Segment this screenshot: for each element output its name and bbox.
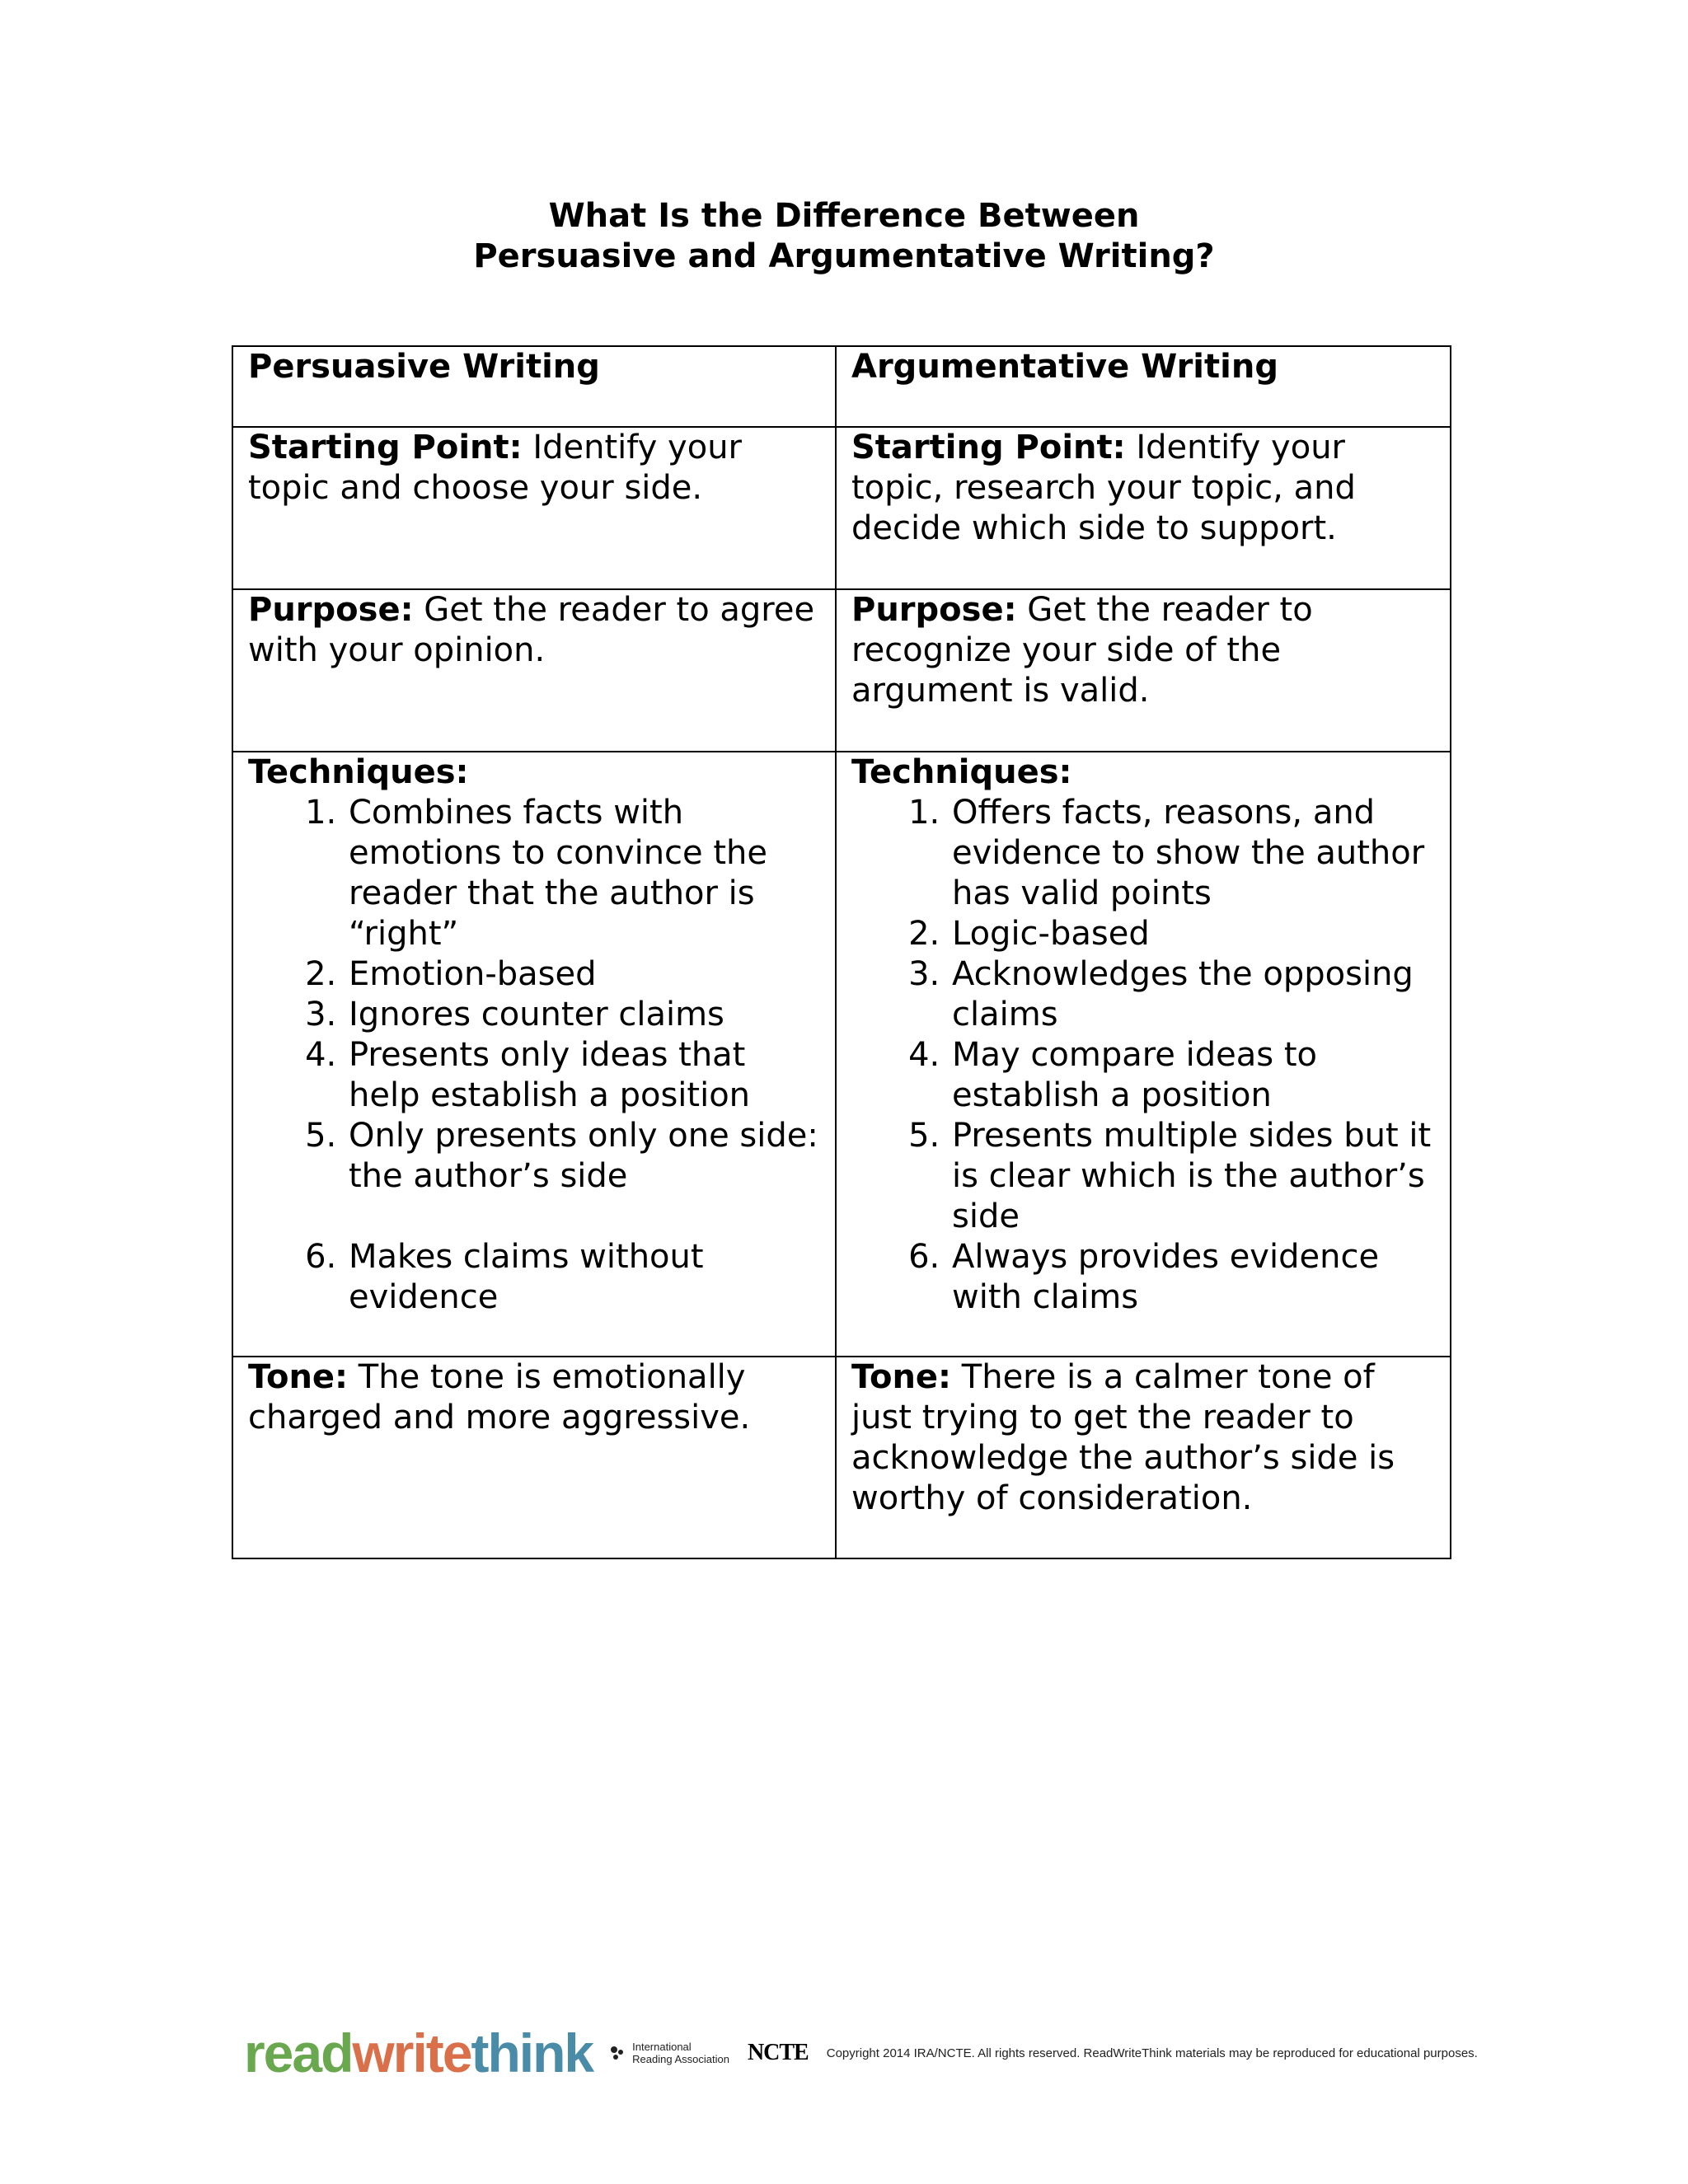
table-row-purpose [232, 589, 1451, 752]
list-item: 6. Makes claims without evidence [347, 1237, 822, 1318]
comparison-table [232, 345, 1451, 1559]
header-argumentative-label: Argumentative Writing [851, 348, 1278, 386]
list-item: 6. Always provides evidence with claims [950, 1237, 1437, 1318]
purpose-label: Purpose: [248, 591, 414, 629]
title-line-1: What Is the Difference Between [548, 197, 1140, 235]
purpose-argumentative-text: Get the reader to recognize your side of the argument is valid. [851, 591, 1313, 710]
starting-point-label: Starting Point: [851, 429, 1126, 466]
logo-think: think [471, 2022, 593, 2083]
page-title [0, 196, 1688, 277]
logo-read: read [244, 2022, 353, 2083]
cell-argumentative-tone [836, 1357, 1451, 1558]
purpose-persuasive-text: Get the reader to agree with your opinion. [248, 591, 815, 669]
ira-line-2: Reading Association [632, 2053, 729, 2065]
purpose-label: Purpose: [851, 591, 1017, 629]
logo-write: write [352, 2022, 471, 2083]
techniques-label: Techniques: [248, 753, 469, 791]
techniques-label: Techniques: [851, 753, 1072, 791]
argumentative-techniques-list [851, 793, 1437, 1318]
list-item: 5. Presents multiple sides but it is clear which is the author’s side [950, 1116, 1437, 1237]
starting-point-persuasive-text: Identify your topic and choose your side. [248, 429, 742, 507]
title-line-2: Persuasive and Argumentative Writing? [473, 237, 1215, 275]
header-persuasive-label: Persuasive Writing [248, 348, 600, 386]
cell-persuasive-techniques [232, 752, 836, 1357]
readwritethink-logo [244, 2024, 593, 2082]
list-item: 5. Only presents only one side: the author’s side [347, 1116, 822, 1197]
ira-logo [609, 2041, 729, 2065]
page-footer [244, 2024, 1478, 2082]
tone-persuasive-text: The tone is emotionally charged and more aggressive. [248, 1358, 751, 1436]
list-item: 4. May compare ideas to establish a position [950, 1035, 1437, 1116]
tone-label: Tone: [851, 1358, 952, 1396]
persuasive-techniques-list [248, 793, 822, 1318]
list-item: 2. Logic-based [950, 914, 1437, 954]
table-header-row [232, 346, 1451, 427]
list-item: 1. Offers facts, reasons, and evidence to show the author has valid points [950, 793, 1437, 914]
cell-argumentative-purpose [836, 589, 1451, 752]
cell-argumentative-starting-point [836, 427, 1451, 589]
table-row-starting-point [232, 427, 1451, 589]
cell-argumentative-techniques [836, 752, 1451, 1357]
starting-point-argumentative-text: Identify your topic, research your topic, and decide which side to support. [851, 429, 1356, 547]
table-row-techniques [232, 752, 1451, 1357]
list-item: 2. Emotion-based [347, 954, 822, 995]
list-item: 1. Combines facts with emotions to convince the reader that the author is “right” [347, 793, 822, 954]
list-item: 4. Presents only ideas that help establish a position [347, 1035, 822, 1116]
tone-argumentative-text: There is a calmer tone of just trying to get the reader to acknowledge the author’s side is worthy of consideration. [851, 1358, 1395, 1517]
table-row-tone [232, 1357, 1451, 1558]
copyright-text: Copyright 2014 IRA/NCTE. All rights reserved. ReadWriteThink materials may be reproduced for educational purposes. [826, 2046, 1478, 2060]
cell-persuasive-purpose [232, 589, 836, 752]
starting-point-label: Starting Point: [248, 429, 523, 466]
ira-line-1: International [632, 2041, 692, 2053]
header-persuasive [232, 346, 836, 427]
list-item: 3. Ignores counter claims [347, 995, 822, 1035]
ira-mark-icon [609, 2045, 626, 2061]
list-item: 3. Acknowledges the opposing claims [950, 954, 1437, 1035]
cell-persuasive-starting-point [232, 427, 836, 589]
tone-label: Tone: [248, 1358, 349, 1396]
header-argumentative [836, 346, 1451, 427]
cell-persuasive-tone [232, 1357, 836, 1558]
ncte-logo: NCTE [747, 2040, 809, 2065]
